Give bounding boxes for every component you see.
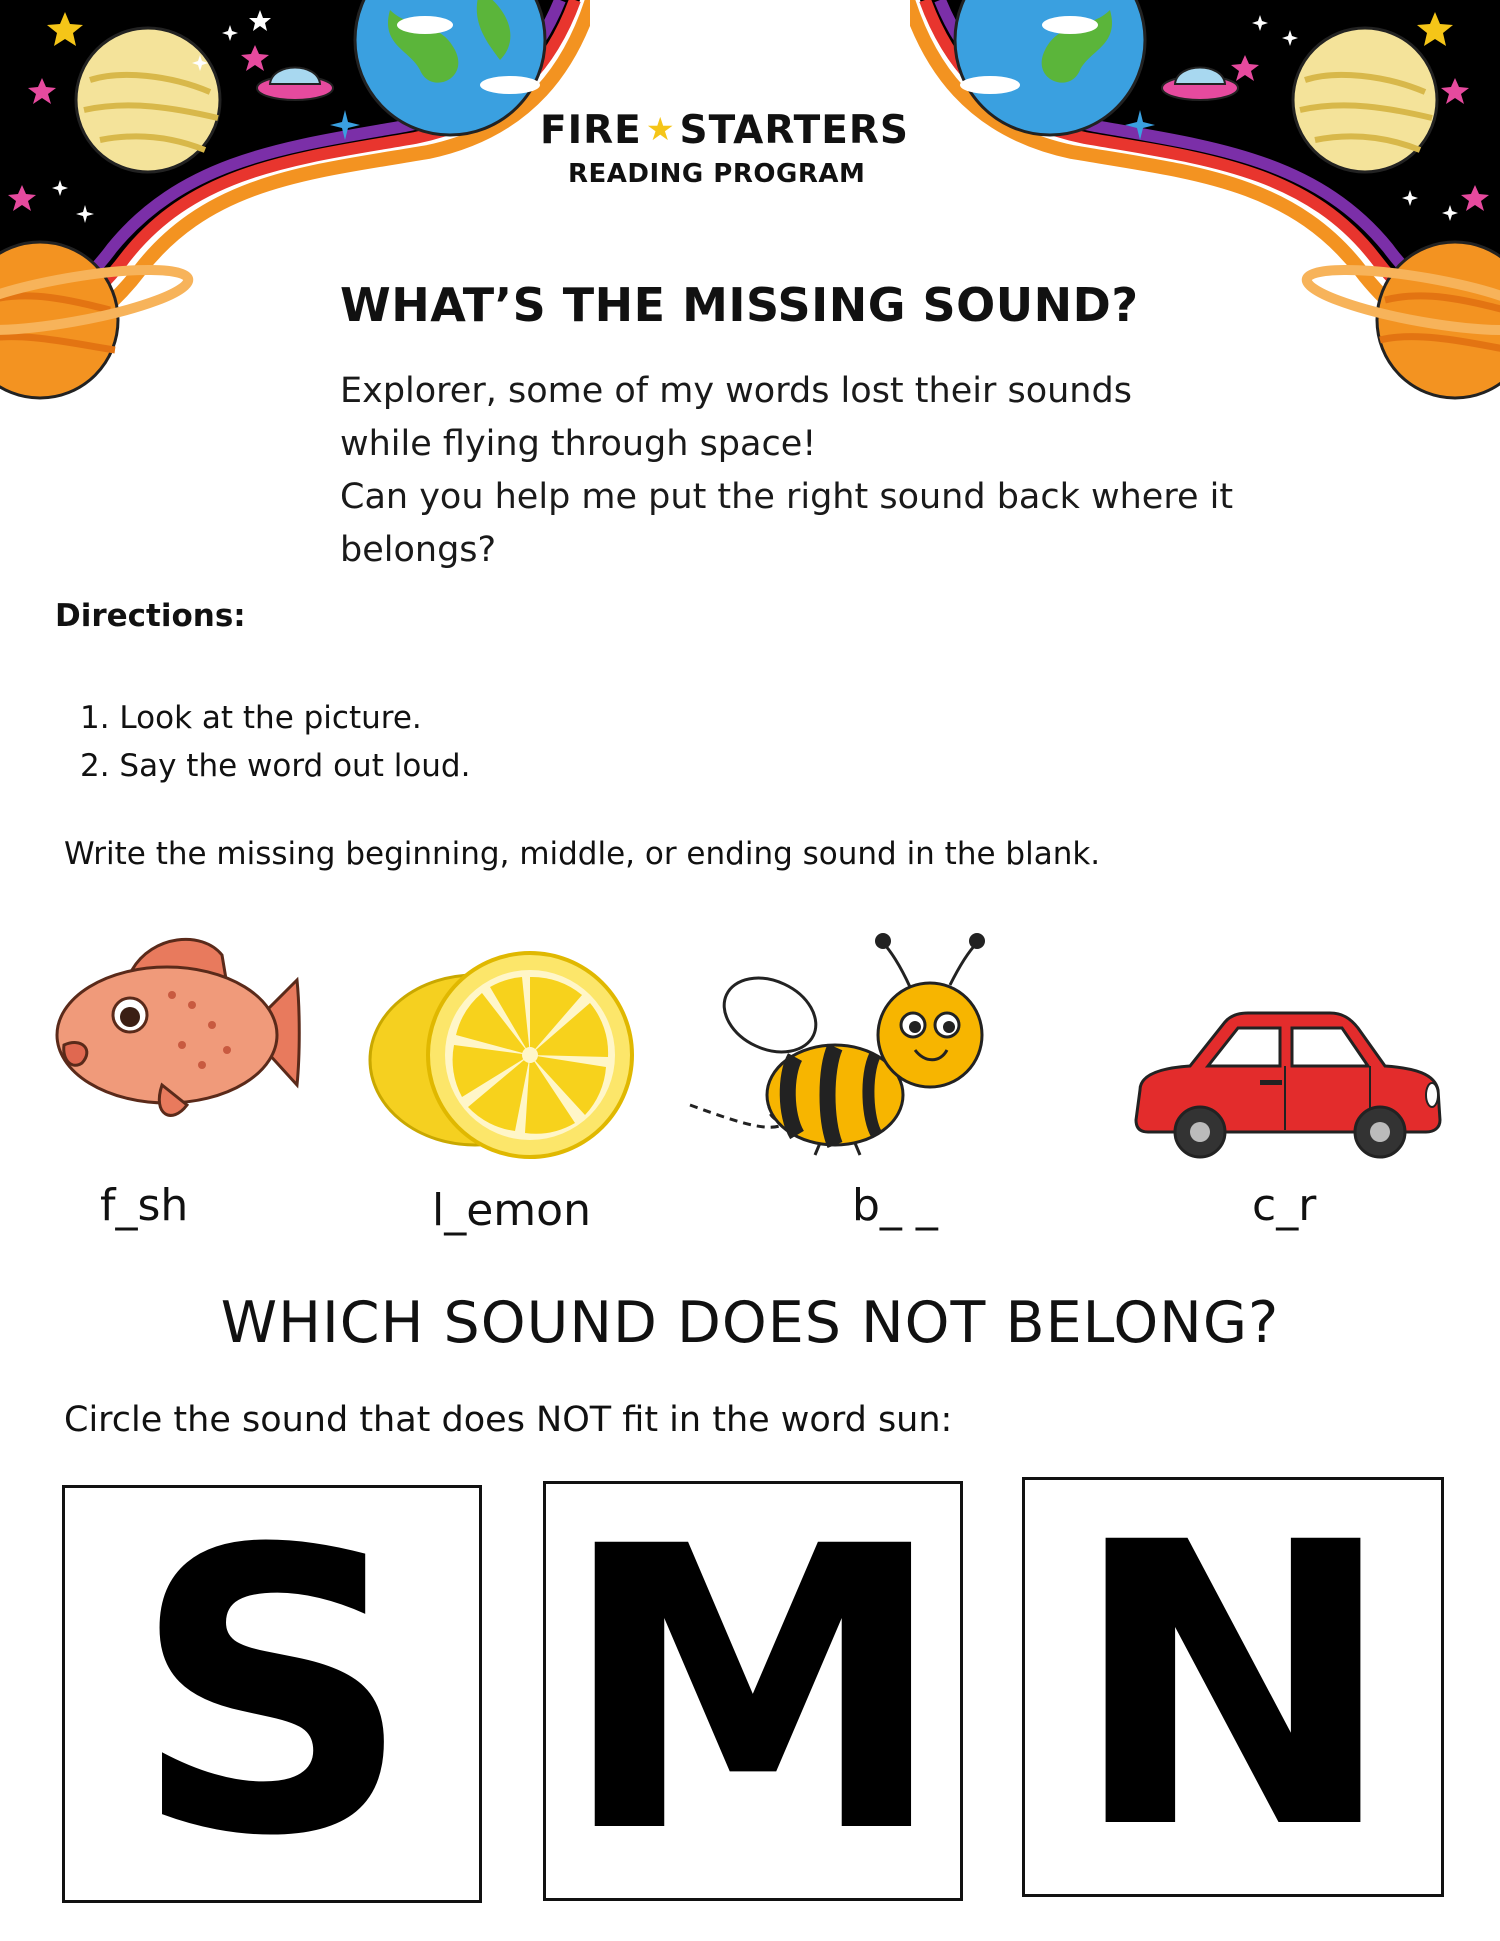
letter-card-n[interactable] bbox=[1022, 1460, 1444, 1914]
letter-choice: N bbox=[1069, 1460, 1397, 1914]
write-instruction: Write the missing beginning, middle, or ending sound in the blank. bbox=[64, 836, 1101, 872]
intro-line: Explorer, some of my words lost their sounds bbox=[340, 371, 1132, 411]
intro-line: belongs? bbox=[340, 530, 497, 570]
letter-choice: M bbox=[558, 1464, 948, 1918]
intro-line: Can you help me put the right sound back where it bbox=[340, 477, 1234, 517]
word-blank-fish: f_sh bbox=[100, 1180, 189, 1231]
intro-line: while flying through space! bbox=[340, 424, 817, 464]
letter-card-m[interactable] bbox=[543, 1464, 963, 1918]
bee-icon bbox=[685, 925, 1065, 1165]
worksheet-title: WHAT’S THE MISSING SOUND? bbox=[340, 278, 1139, 332]
word-blank-bee: b_ _ bbox=[852, 1180, 938, 1231]
word-blank-lemon: l_emon bbox=[432, 1185, 591, 1236]
direction-step: 1. Look at the picture. bbox=[80, 700, 422, 736]
brand-word-fire: FIRE bbox=[540, 108, 642, 153]
directions-heading: Directions: bbox=[55, 598, 246, 634]
section-instruction: Circle the sound that does NOT fit in the word sun: bbox=[64, 1400, 953, 1440]
word-blank-car: c_r bbox=[1252, 1180, 1317, 1231]
star-icon: ★ bbox=[645, 110, 676, 148]
letter-choice: S bbox=[131, 1467, 413, 1921]
intro-text bbox=[340, 365, 1260, 577]
lemon-icon bbox=[360, 945, 650, 1165]
directions-list bbox=[80, 694, 470, 790]
fish-icon bbox=[52, 925, 302, 1135]
program-logo bbox=[540, 108, 920, 189]
brand-word-starters: STARTERS bbox=[679, 108, 910, 153]
section-title: WHICH SOUND DOES NOT BELONG? bbox=[220, 1290, 1280, 1356]
brand-subtitle: READING PROGRAM bbox=[568, 159, 866, 189]
letter-card-s[interactable] bbox=[62, 1467, 482, 1921]
car-icon bbox=[1130, 1010, 1450, 1160]
direction-step: 2. Say the word out loud. bbox=[80, 748, 471, 784]
